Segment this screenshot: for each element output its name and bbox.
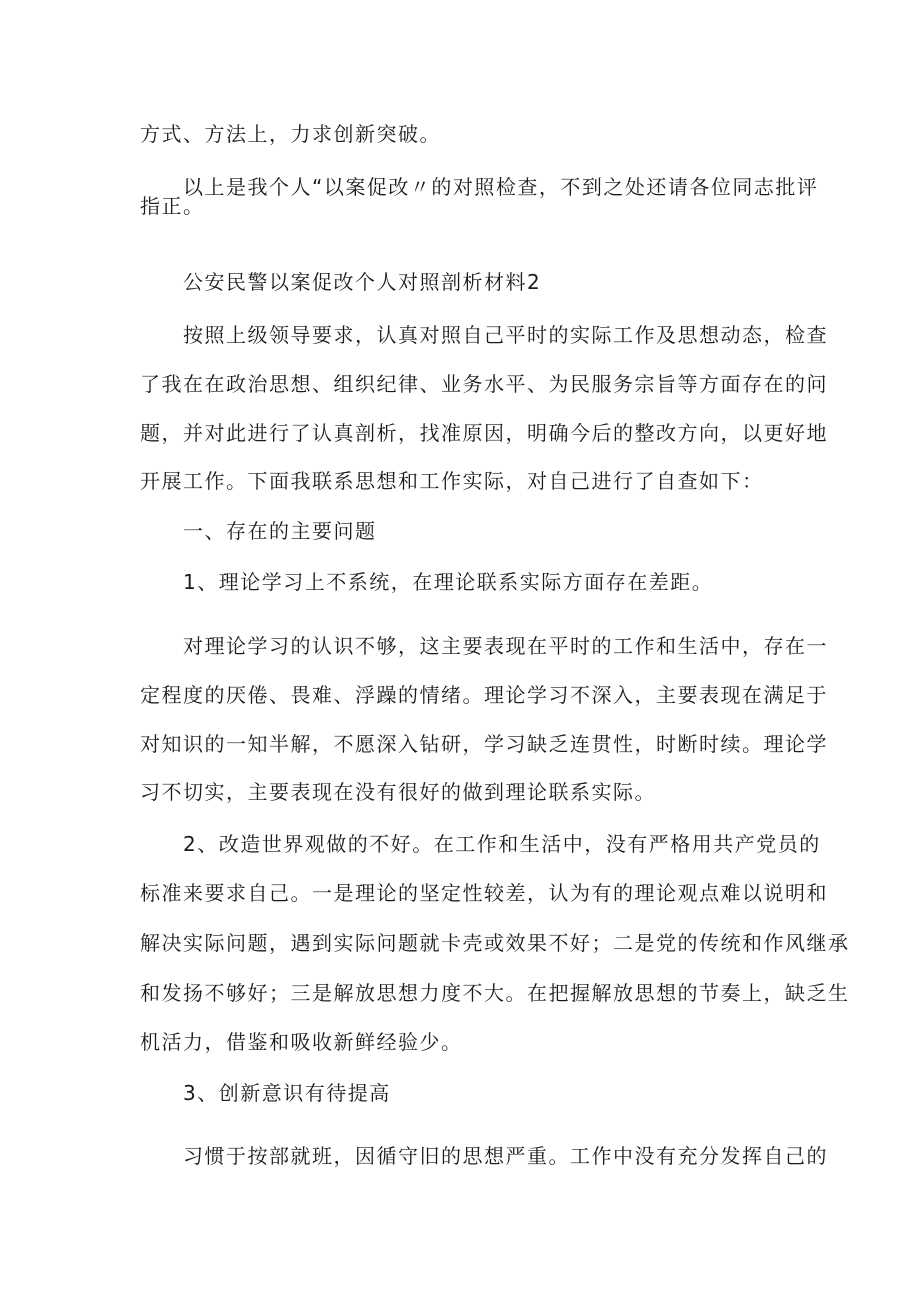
text-line: 2、改造世界观做的不好。在工作和生活中，没有严格用共产党员的 xyxy=(183,832,821,856)
text-line: 按照上级领导要求，认真对照自己平时的实际工作及思想动态，检查 xyxy=(183,323,828,347)
text-line: 和发扬不够好；三是解放思想力度不大。在把握解放思想的节奏上，缺乏生 xyxy=(140,981,850,1005)
text-line: 解决实际问题，遇到实际问题就卡壳或效果不好；二是党的传统和作风继承 xyxy=(140,931,850,955)
text-line: 以上是我个人“以案促改〃的对照检查，不到之处还请各位同志批评 xyxy=(183,175,819,199)
text-line: 定程度的厌倦、畏难、浮躁的情绪。理论学习不深入，主要表现在满足于 xyxy=(140,683,828,707)
text-line: 机活力，借鉴和吸收新鲜经验少。 xyxy=(140,1030,463,1054)
text-line: 对知识的一知半解，不愿深入钻研，学习缺乏连贯性，时断时续。理论学 xyxy=(140,732,828,756)
text-line: 了我在在政治思想、组织纪律、业务水平、为民服务宗旨等方面存在的问 xyxy=(140,372,828,396)
text-line: 开展工作。下面我联系思想和工作实际，对自己进行了自查如下： xyxy=(140,469,764,493)
section-title: 公安民警以案促改个人对照剖析材料2 xyxy=(183,270,542,294)
text-line: 习惯于按部就班，因循守旧的思想严重。工作中没有充分发挥自己的 xyxy=(183,1144,828,1168)
subheading-3: 3、创新意识有待提高 xyxy=(183,1081,391,1105)
text-line: 标准来要求自己。一是理论的坚定性较差，认为有的理论观点难以说明和 xyxy=(140,881,828,905)
text-line: 方式、方法上，力求创新突破。 xyxy=(140,122,441,146)
text-line: 指正。 xyxy=(140,194,205,218)
text-line: 对理论学习的认识不够，这主要表现在平时的工作和生活中，存在一 xyxy=(183,634,828,658)
subheading-1: 1、理论学习上不系统，在理论联系实际方面存在差距。 xyxy=(183,570,714,594)
heading-problems: 一、存在的主要问题 xyxy=(183,519,377,543)
text-line: 习不切实，主要表现在没有很好的做到理论联系实际。 xyxy=(140,780,656,804)
text-line: 题，并对此进行了认真剖析，找准原因，明确今后的整改方向，以更好地 xyxy=(140,421,828,445)
